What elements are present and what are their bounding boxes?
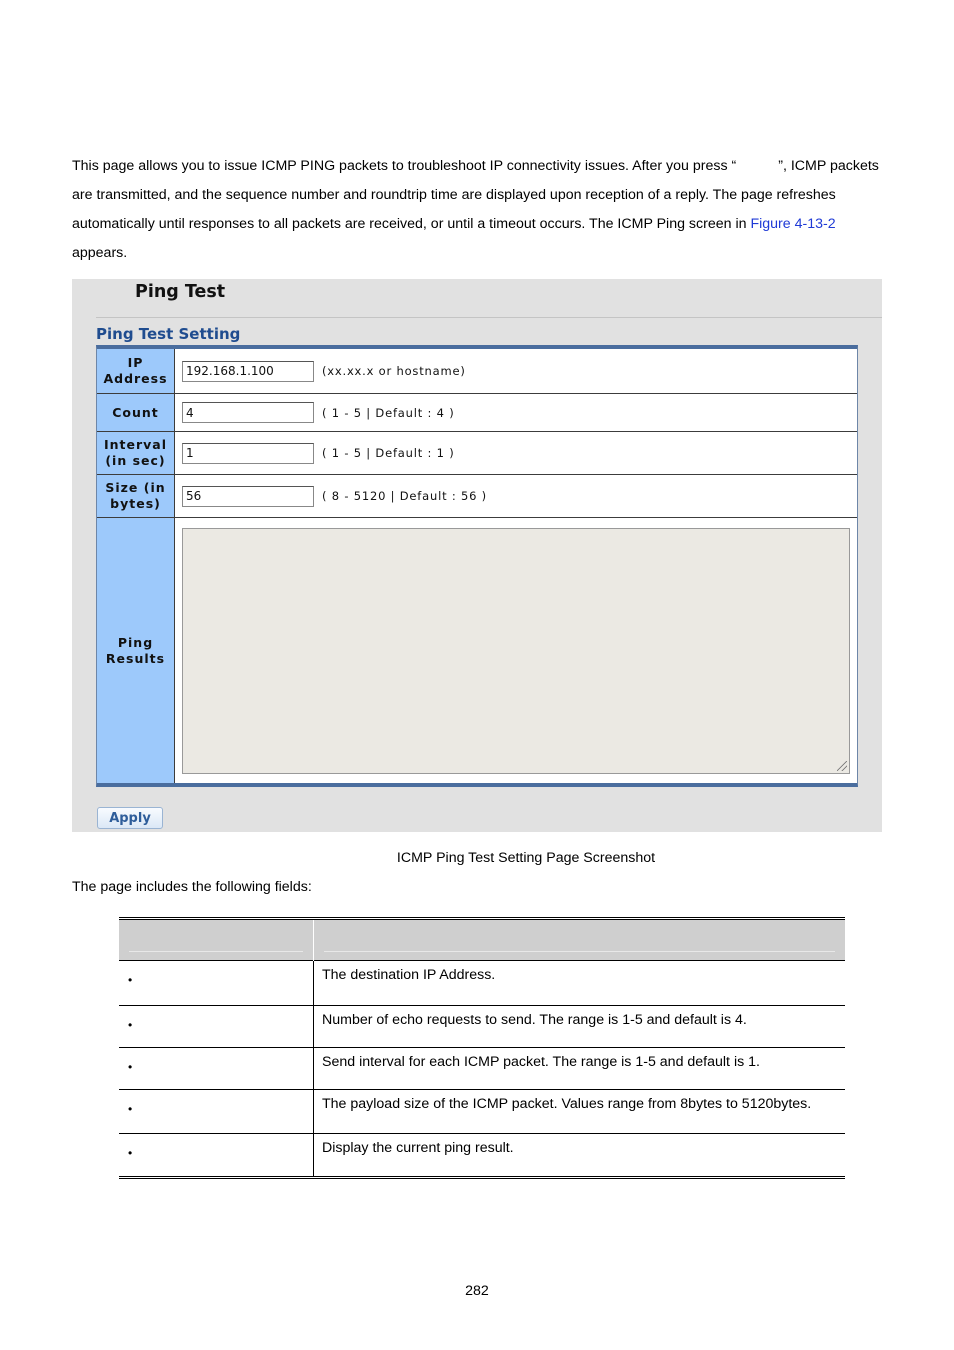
count-row	[97, 393, 857, 431]
interval-label: Interval (in sec)	[97, 432, 175, 474]
header-description	[314, 919, 846, 961]
ping-settings-form	[96, 345, 858, 787]
table-row	[119, 1048, 845, 1090]
figure-link[interactable]: Figure 4-13-2	[750, 216, 836, 232]
count-hint: ( 1 - 5 | Default : 4 )	[322, 405, 455, 420]
interval-row	[97, 431, 857, 474]
intro-text-3: appears.	[72, 245, 128, 261]
page-title: Ping Test	[135, 282, 226, 302]
intro-text-1: This page allows you to issue ICMP PING packets to troubleshoot IP connectivity issues. After you press “	[72, 158, 737, 174]
title-divider	[96, 317, 882, 318]
table-header	[119, 919, 845, 961]
page-number: 282	[465, 1283, 489, 1299]
intro-paragraph	[72, 152, 887, 268]
fields-table	[119, 917, 845, 1179]
figure-caption: ICMP Ping Test Setting Page Screenshot	[396, 850, 656, 866]
interval-hint: ( 1 - 5 | Default : 1 )	[322, 446, 455, 460]
intro-text-2: ”, ICMP packets are transmitted, and the sequence number and roundtrip time are displayed upon reception of a reply. The page refreshes automatically until responses to all packets are received, or until a timeout occurs. The ICMP Ping screen in	[72, 158, 879, 232]
size-row	[97, 474, 857, 517]
row-description: Display the current ping result.	[322, 1140, 514, 1156]
size-label: Size (in bytes)	[97, 475, 175, 517]
row-description: The destination IP Address.	[322, 967, 496, 983]
resize-grip-icon[interactable]	[837, 761, 847, 771]
header-object	[119, 919, 314, 961]
ip-address-input[interactable]	[182, 361, 314, 382]
bullet-icon: •	[128, 973, 133, 987]
ip-address-label: IP Address	[97, 349, 175, 393]
ping-results-textarea[interactable]	[182, 528, 850, 774]
ip-address-row	[97, 349, 857, 393]
table-row	[119, 1090, 845, 1134]
section-title: Ping Test Setting	[96, 325, 241, 343]
size-input[interactable]	[182, 486, 314, 507]
row-description: The payload size of the ICMP packet. Values range from 8bytes to 5120bytes.	[322, 1096, 812, 1112]
row-description: Number of echo requests to send. The range is 1-5 and default is 4.	[322, 1012, 747, 1028]
ip-address-hint: (xx.xx.x or hostname)	[322, 364, 466, 378]
fields-intro: The page includes the following fields:	[72, 879, 312, 895]
bullet-icon: •	[128, 1018, 133, 1032]
row-description: Send interval for each ICMP packet. The range is 1-5 and default is 1.	[322, 1054, 760, 1070]
bullet-icon: •	[128, 1102, 133, 1116]
apply-button[interactable]: Apply	[97, 807, 163, 829]
ping-results-row	[97, 517, 857, 783]
table-row	[119, 1006, 845, 1048]
ping-results-label: Ping Results	[97, 518, 175, 783]
size-hint: ( 8 - 5120 | Default : 56 )	[322, 489, 487, 503]
interval-input[interactable]	[182, 443, 314, 464]
count-label: Count	[97, 394, 175, 431]
bullet-icon: •	[128, 1060, 133, 1074]
count-input[interactable]	[182, 402, 314, 423]
table-row	[119, 961, 845, 1006]
ping-test-screenshot	[72, 279, 882, 832]
table-row	[119, 1134, 845, 1178]
bullet-icon: •	[128, 1146, 133, 1160]
